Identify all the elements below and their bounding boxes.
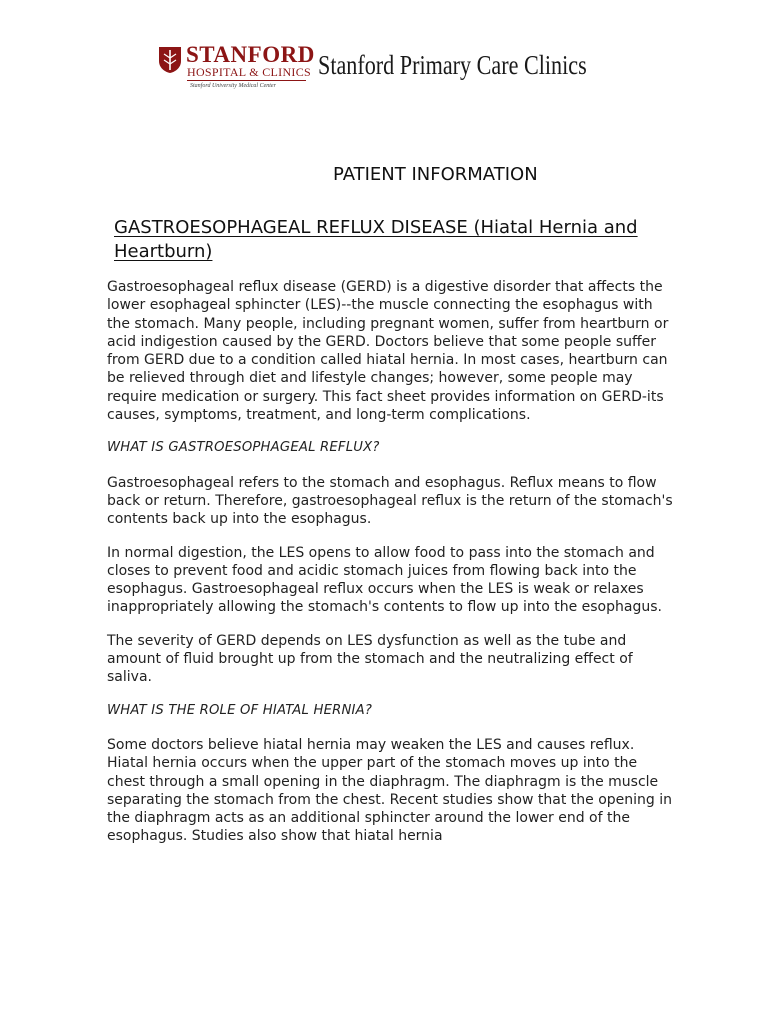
intro-paragraph: Gastroesophageal reflux disease (GERD) is a digestive disorder that affects the lower esophageal sphincter (LES)--the muscle connecting the esophagus with the stomach. Many people, including pregnant women, suffer from heartburn or acid indigestion caused by the GERD. Doctors believe that some people suffer from GERD due to a condition called hiatal hernia. In most cases, heartburn can be relieved through diet and lifestyle changes; however, some people may require medication or surgery. This fact sheet provides information on GERD-its causes, symptoms, treatment, and long-term complications.: [107, 279, 669, 424]
section-heading-reflux: WHAT IS GASTROESOPHAGEAL REFLUX?: [107, 440, 380, 456]
letterhead: [158, 44, 618, 100]
document-body: [107, 278, 679, 861]
body-paragraph: Gastroesophageal refers to the stomach and esophagus. Reflux means to flow back or return. Therefore, gastroesophageal reflux is the return of the stomach's contents back up into the esophagus.: [107, 474, 673, 528]
document-title: [114, 216, 674, 264]
stanford-seal-icon: [158, 46, 182, 74]
body-paragraph: Some doctors believe hiatal hernia may weaken the LES and causes reflux. Hiatal hernia occurs when the upper part of the stomach moves up into the chest through a small opening in the diaphragm. The diaphragm is the muscle separating the stomach from the chest. Recent studies show that the opening in the diaphragm acts as an additional sphincter around the lower end of the esophagus. Studies also show that hiatal hernia: [107, 736, 672, 845]
body-paragraph: The severity of GERD depends on LES dysfunction as well as the tube and amount of fluid brought up from the stomach and the neutralizing effect of saliva.: [107, 632, 633, 686]
logo-name: STANFORD: [186, 42, 315, 67]
clinic-name: Stanford Primary Care Clinics: [318, 50, 587, 80]
body-paragraph: In normal digestion, the LES opens to allow food to pass into the stomach and closes to prevent food and acidic stomach juices from flowing back into the esophagus. Gastroesophageal reflux occurs when the LES is weak or relaxes inappropriately allowing the stomach's contents to flow up into the esophagus.: [107, 544, 662, 616]
document-title-text: GASTROESOPHAGEAL REFLUX DISEASE (Hiatal Hernia and Heartburn): [114, 217, 638, 262]
logo-tagline: Stanford University Medical Center: [190, 83, 276, 89]
logo-subtitle: HOSPITAL & CLINICS: [187, 65, 311, 79]
section-heading-hiatal-hernia: WHAT IS THE ROLE OF HIATAL HERNIA?: [107, 702, 373, 718]
logo-divider: [187, 80, 306, 81]
section-label: PATIENT INFORMATION: [333, 164, 538, 185]
